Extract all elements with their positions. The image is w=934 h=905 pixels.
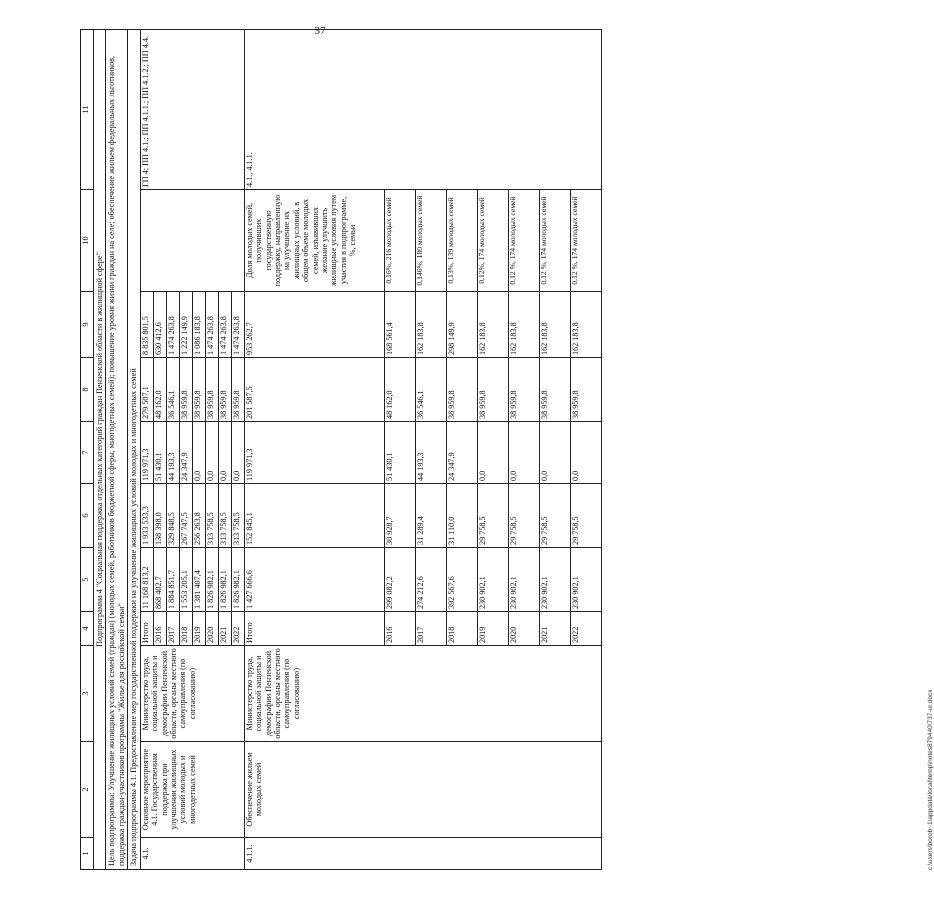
amount-cell: 1 884 851,7 xyxy=(166,548,179,612)
amount-cell: 0,0 xyxy=(205,422,218,484)
amount-cell: 162 183,8 xyxy=(508,292,539,358)
year-cell: 2021 xyxy=(539,612,570,646)
amount-cell: 38 959,8 xyxy=(446,358,477,422)
amount-cell: 138 398,0 xyxy=(153,484,166,548)
amount-cell: 1 933 533,3 xyxy=(140,484,153,548)
amount-cell: 0,0 xyxy=(539,422,570,484)
amount-cell: 230 902,1 xyxy=(477,548,508,612)
column-header: 3 xyxy=(81,646,94,742)
column-header: 1 xyxy=(81,838,94,870)
year-cell: 2021 xyxy=(218,612,231,646)
subprogram-goal: Цель подпрограммы: Улучшение жилищных условий семей (граждан) (молодых семей, работников бюджетной сферы, многодетных семей); повышение уровня жизни граждан на селе; обеспечение жильем федеральных льготников, поддержка граждан-участников программы "Жилье для российской семьи" xyxy=(106,30,128,870)
table-row xyxy=(140,30,153,870)
amount-cell: 1 474 263,8 xyxy=(218,292,231,358)
column-header: 6 xyxy=(81,484,94,548)
item-number: 4.1. xyxy=(140,838,244,870)
amount-cell: 0,0 xyxy=(231,422,244,484)
year-cell: 2019 xyxy=(477,612,508,646)
amount-cell: 1 381 407,4 xyxy=(192,548,205,612)
year-cell: 2017 xyxy=(166,612,179,646)
amount-cell: 29 758,5 xyxy=(508,484,539,548)
amount-cell: 24 347,9 xyxy=(179,422,192,484)
amount-cell: 313 758,5 xyxy=(205,484,218,548)
amount-cell: 38 959,8 xyxy=(477,358,508,422)
indicator-value: 0,12 %, 174 молодых семей xyxy=(539,190,570,292)
indicator-value: 0,13%, 139 молодых семей xyxy=(446,190,477,292)
year-cell: Итого xyxy=(140,612,153,646)
year-cell: 2017 xyxy=(415,612,446,646)
amount-cell: 48 162,0 xyxy=(384,358,415,422)
amount-cell: 152 845,1 xyxy=(244,484,384,548)
amount-cell: 162 183,8 xyxy=(415,292,446,358)
amount-cell: 30 928,7 xyxy=(384,484,415,548)
year-cell: 2020 xyxy=(508,612,539,646)
amount-cell: 38 959,8 xyxy=(218,358,231,422)
amount-cell: 313 758,5 xyxy=(231,484,244,548)
amount-cell: 38 959,8 xyxy=(508,358,539,422)
amount-cell: 1 086 183,8 xyxy=(192,292,205,358)
amount-cell: 256 263,8 xyxy=(192,484,205,548)
amount-cell: 1 826 982,1 xyxy=(218,548,231,612)
year-cell: Итого xyxy=(244,612,384,646)
amount-cell: 267 747,5 xyxy=(179,484,192,548)
subprogram-title: Подпрограмма 4 "Социальная поддержка отдельных категорий граждан Пензенской области в жилищной сфере" xyxy=(94,30,106,870)
column-header: 9 xyxy=(81,292,94,358)
amount-cell: 44 193,3 xyxy=(415,422,446,484)
amount-cell: 1 427 666,6 xyxy=(244,548,384,612)
amount-cell: 329 848,5 xyxy=(166,484,179,548)
amount-cell: 0,0 xyxy=(508,422,539,484)
column-header: 7 xyxy=(81,422,94,484)
amount-cell: 162 183,8 xyxy=(477,292,508,358)
amount-cell: 1 474 263,8 xyxy=(166,292,179,358)
year-cell: 2022 xyxy=(231,612,244,646)
amount-cell: 1 826 982,1 xyxy=(205,548,218,612)
indicator-cell xyxy=(140,190,244,292)
amount-cell: 31 289,4 xyxy=(415,484,446,548)
subprogram-task: Задача подпрограммы 4.1. Предоставление мер государственной поддержки на улучшение жилищных условий молодых и многодетных семей xyxy=(128,30,140,870)
amount-cell: 24 347,9 xyxy=(446,422,477,484)
amount-cell: 48 162,0 xyxy=(153,358,166,422)
indicator-value: 0,146%, 180 молодых семей xyxy=(415,190,446,292)
file-path-footer: c:\users\borob~1\appdata\local\temp\notes879440\737-ur.docx xyxy=(927,689,934,870)
amount-cell: 953 262,7 xyxy=(244,292,384,358)
year-cell: 2016 xyxy=(384,612,415,646)
amount-cell: 1 474 263,8 xyxy=(231,292,244,358)
amount-cell: 0,0 xyxy=(570,422,601,484)
amount-cell: 0,0 xyxy=(218,422,231,484)
page-number: 37 xyxy=(314,25,326,37)
amount-cell: 162 183,8 xyxy=(539,292,570,358)
amount-cell: 0,0 xyxy=(192,422,205,484)
amount-cell: 230 902,1 xyxy=(570,548,601,612)
program-links: ГП 4; ПП 4.1.; ПП 4.1.1.; ПП 4.1.2.; ПП 4.4. xyxy=(140,30,244,190)
indicator-value: 0,12 %, 174 молодых семей xyxy=(570,190,601,292)
amount-cell: 274 212,6 xyxy=(415,548,446,612)
amount-cell: 38 959,8 xyxy=(179,358,192,422)
year-cell: 2019 xyxy=(192,612,205,646)
amount-cell: 44 193,3 xyxy=(166,422,179,484)
amount-cell: 1 826 982,1 xyxy=(231,548,244,612)
amount-cell: 298 149,9 xyxy=(446,292,477,358)
year-cell: 2022 xyxy=(570,612,601,646)
amount-cell: 230 902,1 xyxy=(539,548,570,612)
amount-cell: 1 474 263,8 xyxy=(205,292,218,358)
amount-cell: 29 758,5 xyxy=(570,484,601,548)
amount-cell: 11 168 813,2 xyxy=(140,548,153,612)
amount-cell: 868 402,7 xyxy=(153,548,166,612)
year-cell: 2016 xyxy=(153,612,166,646)
item-name: Обеспечение жильем молодых семей xyxy=(244,742,601,838)
amount-cell: 201 587,5 xyxy=(244,358,384,422)
column-header: 10 xyxy=(81,190,94,292)
amount-cell: 51 430,1 xyxy=(384,422,415,484)
amount-cell: 38 959,8 xyxy=(231,358,244,422)
amount-cell: 8 835 801,5 xyxy=(140,292,153,358)
table-row xyxy=(244,30,384,870)
amount-cell: 119 971,3 xyxy=(140,422,153,484)
column-header: 8 xyxy=(81,358,94,422)
indicator-value: 0,12%, 174 молодых семей xyxy=(477,190,508,292)
indicator-value: 0,12 %, 174 молодых семей xyxy=(508,190,539,292)
amount-cell: 38 959,8 xyxy=(205,358,218,422)
item-number: 4.1.1. xyxy=(244,838,601,870)
header-row xyxy=(81,30,94,870)
amount-cell: 31 110,0 xyxy=(446,484,477,548)
year-cell: 2020 xyxy=(205,612,218,646)
amount-cell: 36 546,1 xyxy=(415,358,446,422)
subprogram-title-row xyxy=(94,30,106,870)
amount-cell: 162 183,8 xyxy=(570,292,601,358)
column-header: 4 xyxy=(81,612,94,646)
amount-cell: 38 959,8 xyxy=(570,358,601,422)
rotated-page xyxy=(80,30,934,870)
amount-cell: 299 082,2 xyxy=(384,548,415,612)
amount-cell: 0,0 xyxy=(477,422,508,484)
item-executor: Министерство труда, социальной защиты и демографии Пензенской области, органы местного самоуправления (по согласованию) xyxy=(140,646,244,742)
item-name: Основное мероприятие 4.1. Государственная поддержка при улучшении жилищных условий молодых и многодетных семей xyxy=(140,742,244,838)
program-table xyxy=(80,29,602,870)
column-header: 11 xyxy=(81,30,94,190)
amount-cell: 168 561,4 xyxy=(384,292,415,358)
amount-cell: 119 971,3 xyxy=(244,422,384,484)
amount-cell: 630 412,6 xyxy=(153,292,166,358)
amount-cell: 36 546,1 xyxy=(166,358,179,422)
amount-cell: 38 959,8 xyxy=(539,358,570,422)
indicator-description: Доля молодых семей, получивших государственную поддержку, направленную на улучшение их жилищных условий, в общем объеме молодых семей, изъявивших желание улучшить жилищные условия путем участия в подпрограмме, %, семьи xyxy=(244,190,384,292)
goal-row xyxy=(106,30,128,870)
year-cell: 2018 xyxy=(446,612,477,646)
task-row xyxy=(128,30,140,870)
amount-cell: 230 902,1 xyxy=(508,548,539,612)
amount-cell: 392 567,6 xyxy=(446,548,477,612)
amount-cell: 313 758,5 xyxy=(218,484,231,548)
amount-cell: 279 507,1 xyxy=(140,358,153,422)
item-executor: Министерство труда, социальной защиты и демографии Пензенской области, органы местного самоуправления (по согласованию) xyxy=(244,646,601,742)
amount-cell: 38 959,8 xyxy=(192,358,205,422)
amount-cell: 29 758,5 xyxy=(477,484,508,548)
amount-cell: 51 430,1 xyxy=(153,422,166,484)
amount-cell: 1 222 149,9 xyxy=(179,292,192,358)
indicator-value: 0,16%, 216 молодых семей xyxy=(384,190,415,292)
amount-cell: 29 758,5 xyxy=(539,484,570,548)
column-header: 5 xyxy=(81,548,94,612)
program-links: 4.1., 4.1.1. xyxy=(244,30,601,190)
year-cell: 2018 xyxy=(179,612,192,646)
column-header: 2 xyxy=(81,742,94,838)
amount-cell: 1 553 205,1 xyxy=(179,548,192,612)
